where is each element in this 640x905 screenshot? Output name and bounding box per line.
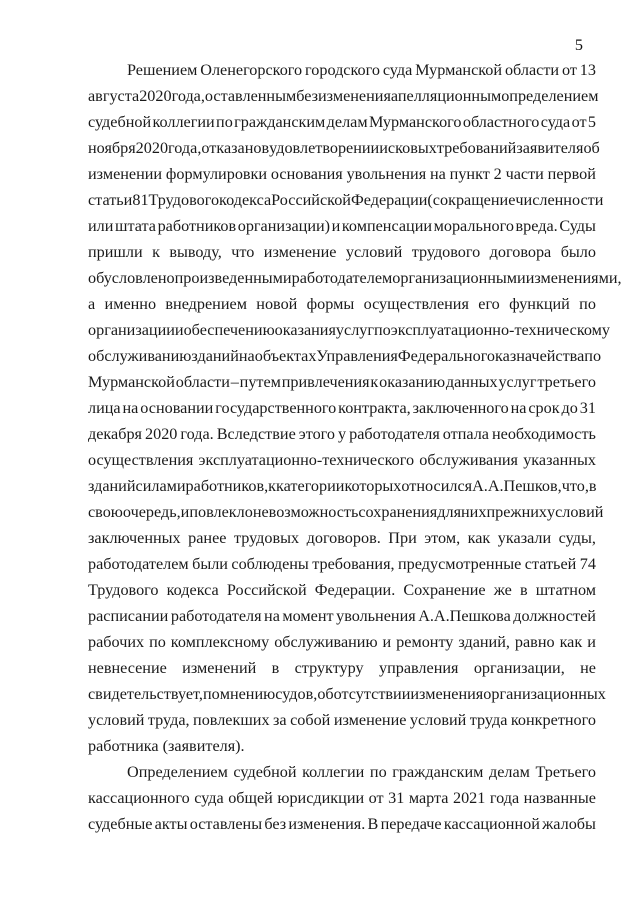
text-line: условий труда, повлекших за собой изменение условий труда конкретного [88,711,596,729]
text-line: а именно внедрением новой формы осуществления его функций по [88,295,596,313]
text-line: обусловлено произведенными работодателем организационными изменениями, [88,269,622,287]
text-line: Определением судебной коллегии по гражданским делам Третьего [127,763,596,781]
text-line: рабочих по комплексному обслуживанию и ремонту зданий, равно как и [88,633,596,651]
page-number: 5 [574,36,583,54]
text-line: декабря 2020 года. Вследствие этого у работодателя отпала необходимость [88,425,596,443]
text-line: организации и обеспечению оказания услуг по эксплуатационно-техническому [88,321,610,339]
text-line: невнесение изменений в структуру управления организации, не [88,659,596,677]
text-line: свою очередь, и повлекло невозможность сохранения для них прежних условий [88,503,604,521]
document-body [88,57,622,837]
text-line: работодателем были соблюдены требования, предусмотренные статьей 74 [88,555,596,573]
text-line: Мурманской области – путем привлечения к оказанию данных услуг третьего [88,373,596,391]
text-line: августа 2020 года, оставленным без изменения апелляционным определением [88,87,599,105]
text-line: Решением Оленегорского городского суда Мурманской области от 13 [127,61,596,79]
text-line: кассационного суда общей юрисдикции от 31 марта 2021 года названные [88,789,596,807]
text-line: изменении формулировки основания увольнения на пункт 2 части первой [88,165,596,183]
text-line: судебные акты оставлены без изменения. В передаче кассационной жалобы [88,815,596,833]
text-line: свидетельствует, по мнению судов, об отсутствии изменения организационных [88,685,606,703]
text-line: пришли к выводу, что изменение условий трудового договора было [88,243,596,261]
text-line: ноября 2020 года, отказано в удовлетворении исковых требований заявителя об [88,139,600,157]
text-line: лица на основании государственного контракта, заключенного на срок до 31 [88,399,596,417]
text-line: работника (заявителя). [88,737,245,755]
text-line: статьи 81 Трудового кодекса Российской Федерации (сокращение численности [88,191,604,209]
paragraph [88,759,596,837]
text-line: расписании работодателя на момент увольнения А.А.Пешкова должностей [88,607,596,625]
text-line: судебной коллегии по гражданским делам Мурманского областного суда от 5 [88,113,596,131]
text-line: заключенных ранее трудовых договоров. При этом, как указали суды, [88,529,596,547]
text-line: Трудового кодекса Российской Федерации. Сохранение же в штатном [88,581,596,599]
text-line: осуществления эксплуатационно-технического обслуживания указанных [88,451,596,469]
text-line: зданий силами работников, к категории которых относился А.А.Пешков, что, в [88,477,597,495]
text-line: обслуживанию зданий на объектах Управления Федерального казначейства по [88,347,602,365]
paragraph [88,57,622,759]
text-line: или штата работников организации) и компенсации морального вреда. Суды [88,217,596,235]
